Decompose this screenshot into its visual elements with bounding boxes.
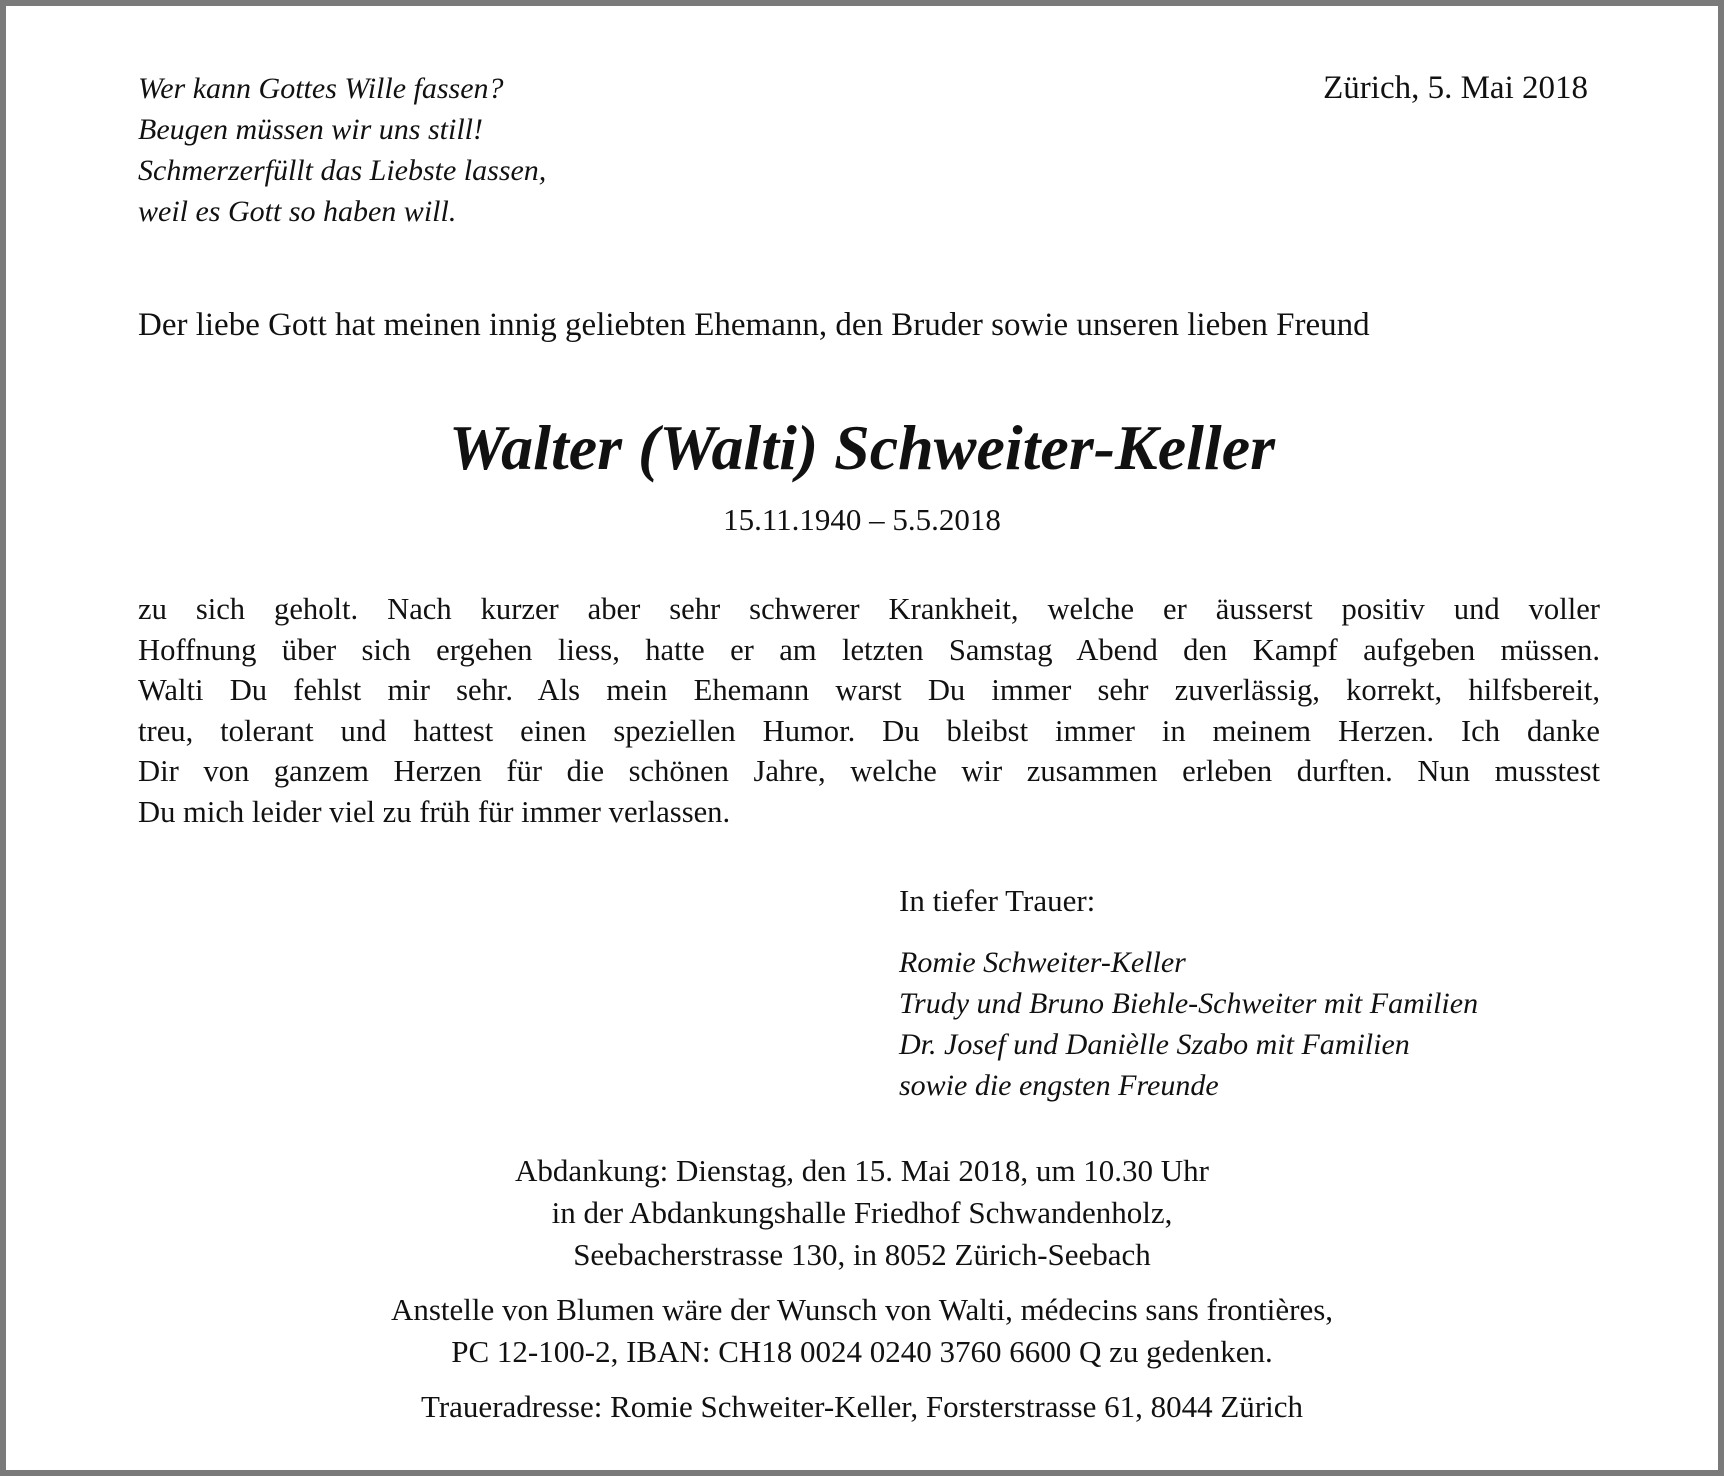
service-line: Seebacherstrasse 130, in 8052 Zürich-Seebach [573,1237,1151,1272]
donation-request [6,1289,1718,1373]
body-line: Du mich leider viel zu früh für immer verlassen. [138,794,731,829]
body-line: Hoffnung über sich ergehen liess, hatte er am letzten Samstag Abend den Kampf aufgeben müssen. [138,632,1600,667]
body-line: Walti Du fehlst mir sehr. Als mein Ehemann warst Du immer sehr zuverlässig, korrekt, hilfsbereit, [138,673,1600,707]
mourning-address: Traueradresse: Romie Schweiter-Keller, Forsterstrasse 61, 8044 Zürich [421,1389,1303,1424]
body-paragraph [138,589,1600,832]
body-line: zu sich geholt. Nach kurzer aber sehr schwerer Krankheit, welche er äusserst positiv und voller [138,592,1600,626]
service-line: Abdankung: Dienstag, den 15. Mai 2018, um 10.30 Uhr [515,1153,1209,1188]
body-line: treu, tolerant und hattest einen speziellen Humor. Du bleibst immer in meinem Herzen. Ich danke [138,713,1600,748]
body-line: Dir von ganzem Herzen für die schönen Jahre, welche wir zusammen erleben durften. Nun musstest [138,754,1600,788]
donation-line: PC 12-100-2, IBAN: CH18 0024 0240 3760 6600 Q zu gedenken. [451,1334,1273,1369]
mourners-list [899,942,1478,1106]
verse-line: weil es Gott so haben will. [138,195,457,228]
intro-sentence: Der liebe Gott hat meinen innig geliebten Ehemann, den Bruder sowie unseren lieben Freund [138,307,1370,343]
mourner-name: Romie Schweiter-Keller [899,946,1186,979]
mourner-name: Trudy und Bruno Biehle-Schweiter mit Familien [899,987,1479,1020]
mourner-name: sowie die engsten Freunde [899,1069,1219,1102]
service-details [6,1150,1718,1276]
verse-line: Beugen müssen wir uns still! [138,113,483,146]
lifespan-dates: 15.11.1940 – 5.5.2018 [723,502,1001,537]
verse-block [138,68,546,232]
place-date: Zürich, 5. Mai 2018 [1323,70,1588,106]
donation-line: Anstelle von Blumen wäre der Wunsch von Walti, médecins sans frontières, [390,1292,1334,1327]
verse-line: Wer kann Gottes Wille fassen? [138,72,504,105]
mourning-label: In tiefer Trauer: [899,883,1096,918]
deceased-name: Walter (Walti) Schweiter-Keller [449,412,1275,483]
mourner-name: Dr. Josef und Danièlle Szabo mit Familien [899,1028,1410,1061]
service-line: in der Abdankungshalle Friedhof Schwandenholz, [551,1195,1173,1230]
verse-line: Schmerzerfüllt das Liebste lassen, [138,154,547,187]
